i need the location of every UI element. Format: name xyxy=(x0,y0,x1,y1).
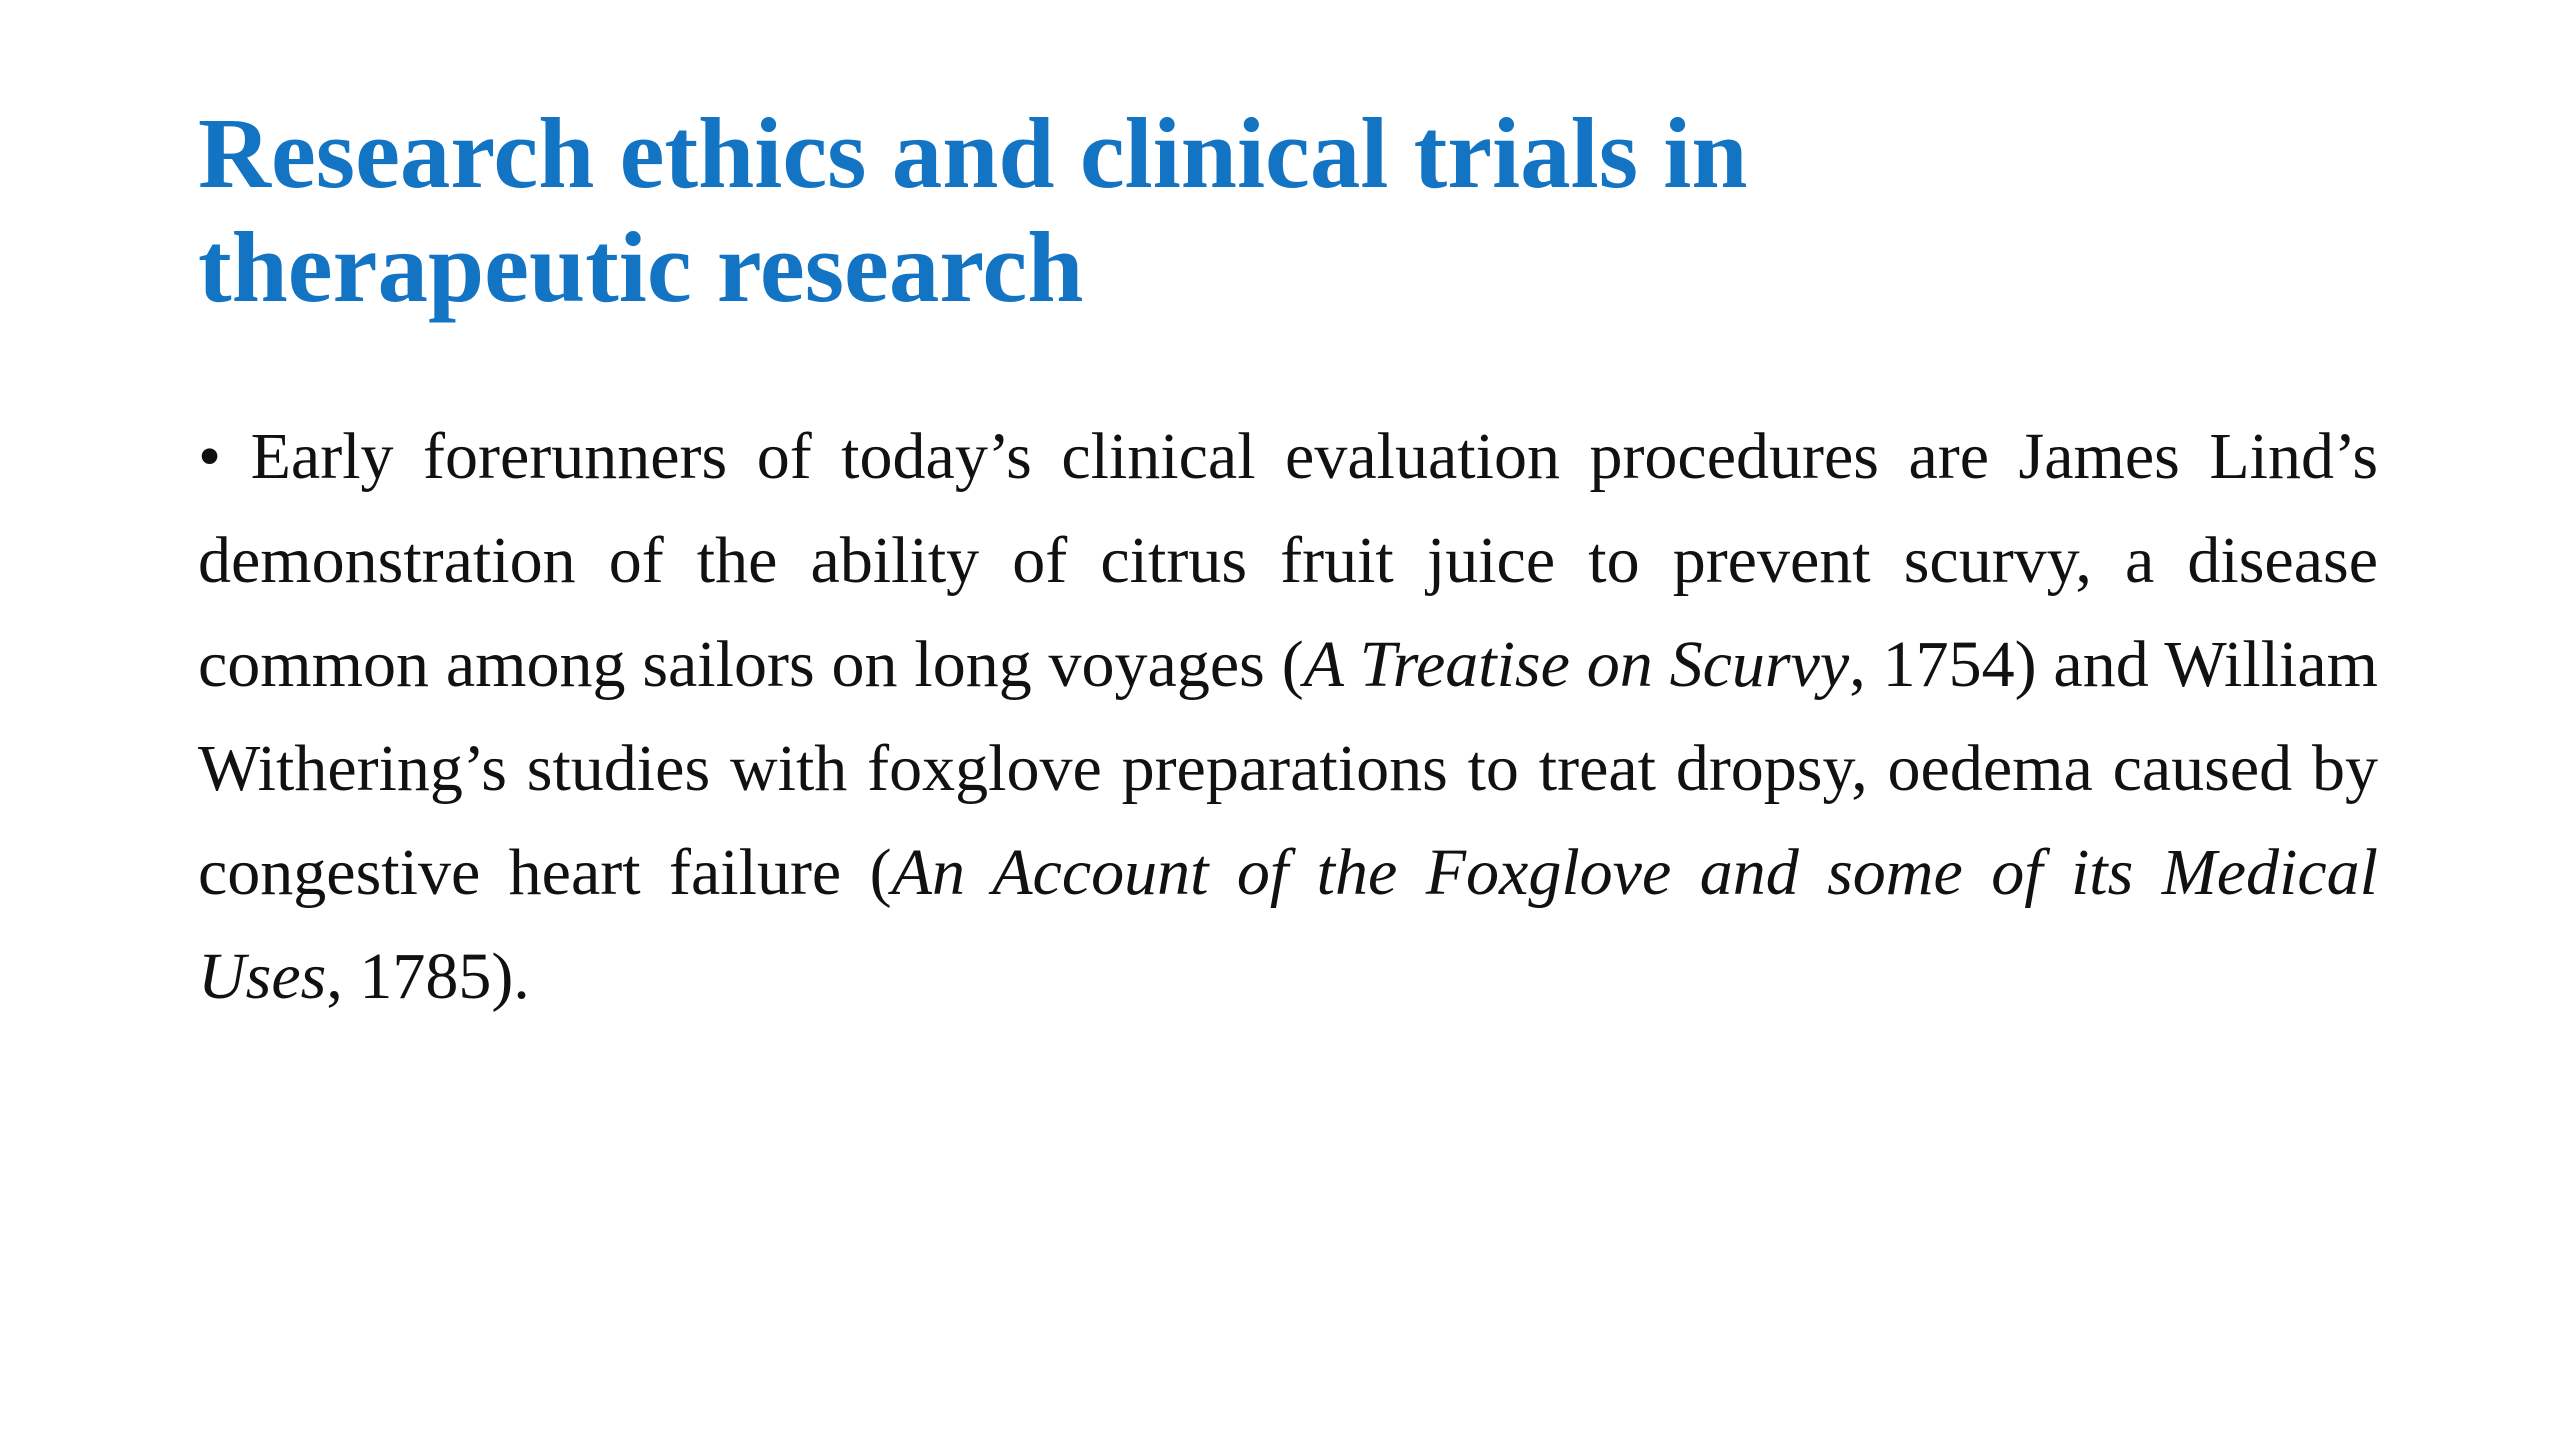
foxglove-account-title: An Account of the Foxglove and some of its Medical Uses xyxy=(198,836,2379,1013)
bullet-text-part-2: , 1754) and William Withering’s studies with foxglove preparations to treat dropsy, oedema caused by congestive heart failure ( xyxy=(198,628,2378,909)
bullet-paragraph xyxy=(198,405,2378,1029)
bullet-text-part-3: , 1785). xyxy=(326,940,530,1013)
bullet-marker: • xyxy=(198,420,222,493)
slide-title-line-2: therapeutic research xyxy=(198,211,1084,323)
slide-title-line-1: Research ethics and clinical trials in xyxy=(198,97,1748,209)
treatise-title: A Treatise on Scurvy xyxy=(1303,628,1850,701)
slide-title xyxy=(198,96,2098,324)
bullet-text-part-1: Early forerunners of today’s clinical evaluation procedures are James Lind’s demonstration of the ability of citrus fruit juice to prevent scurvy, a disease common among sailors on long voyages ( xyxy=(198,420,2378,701)
